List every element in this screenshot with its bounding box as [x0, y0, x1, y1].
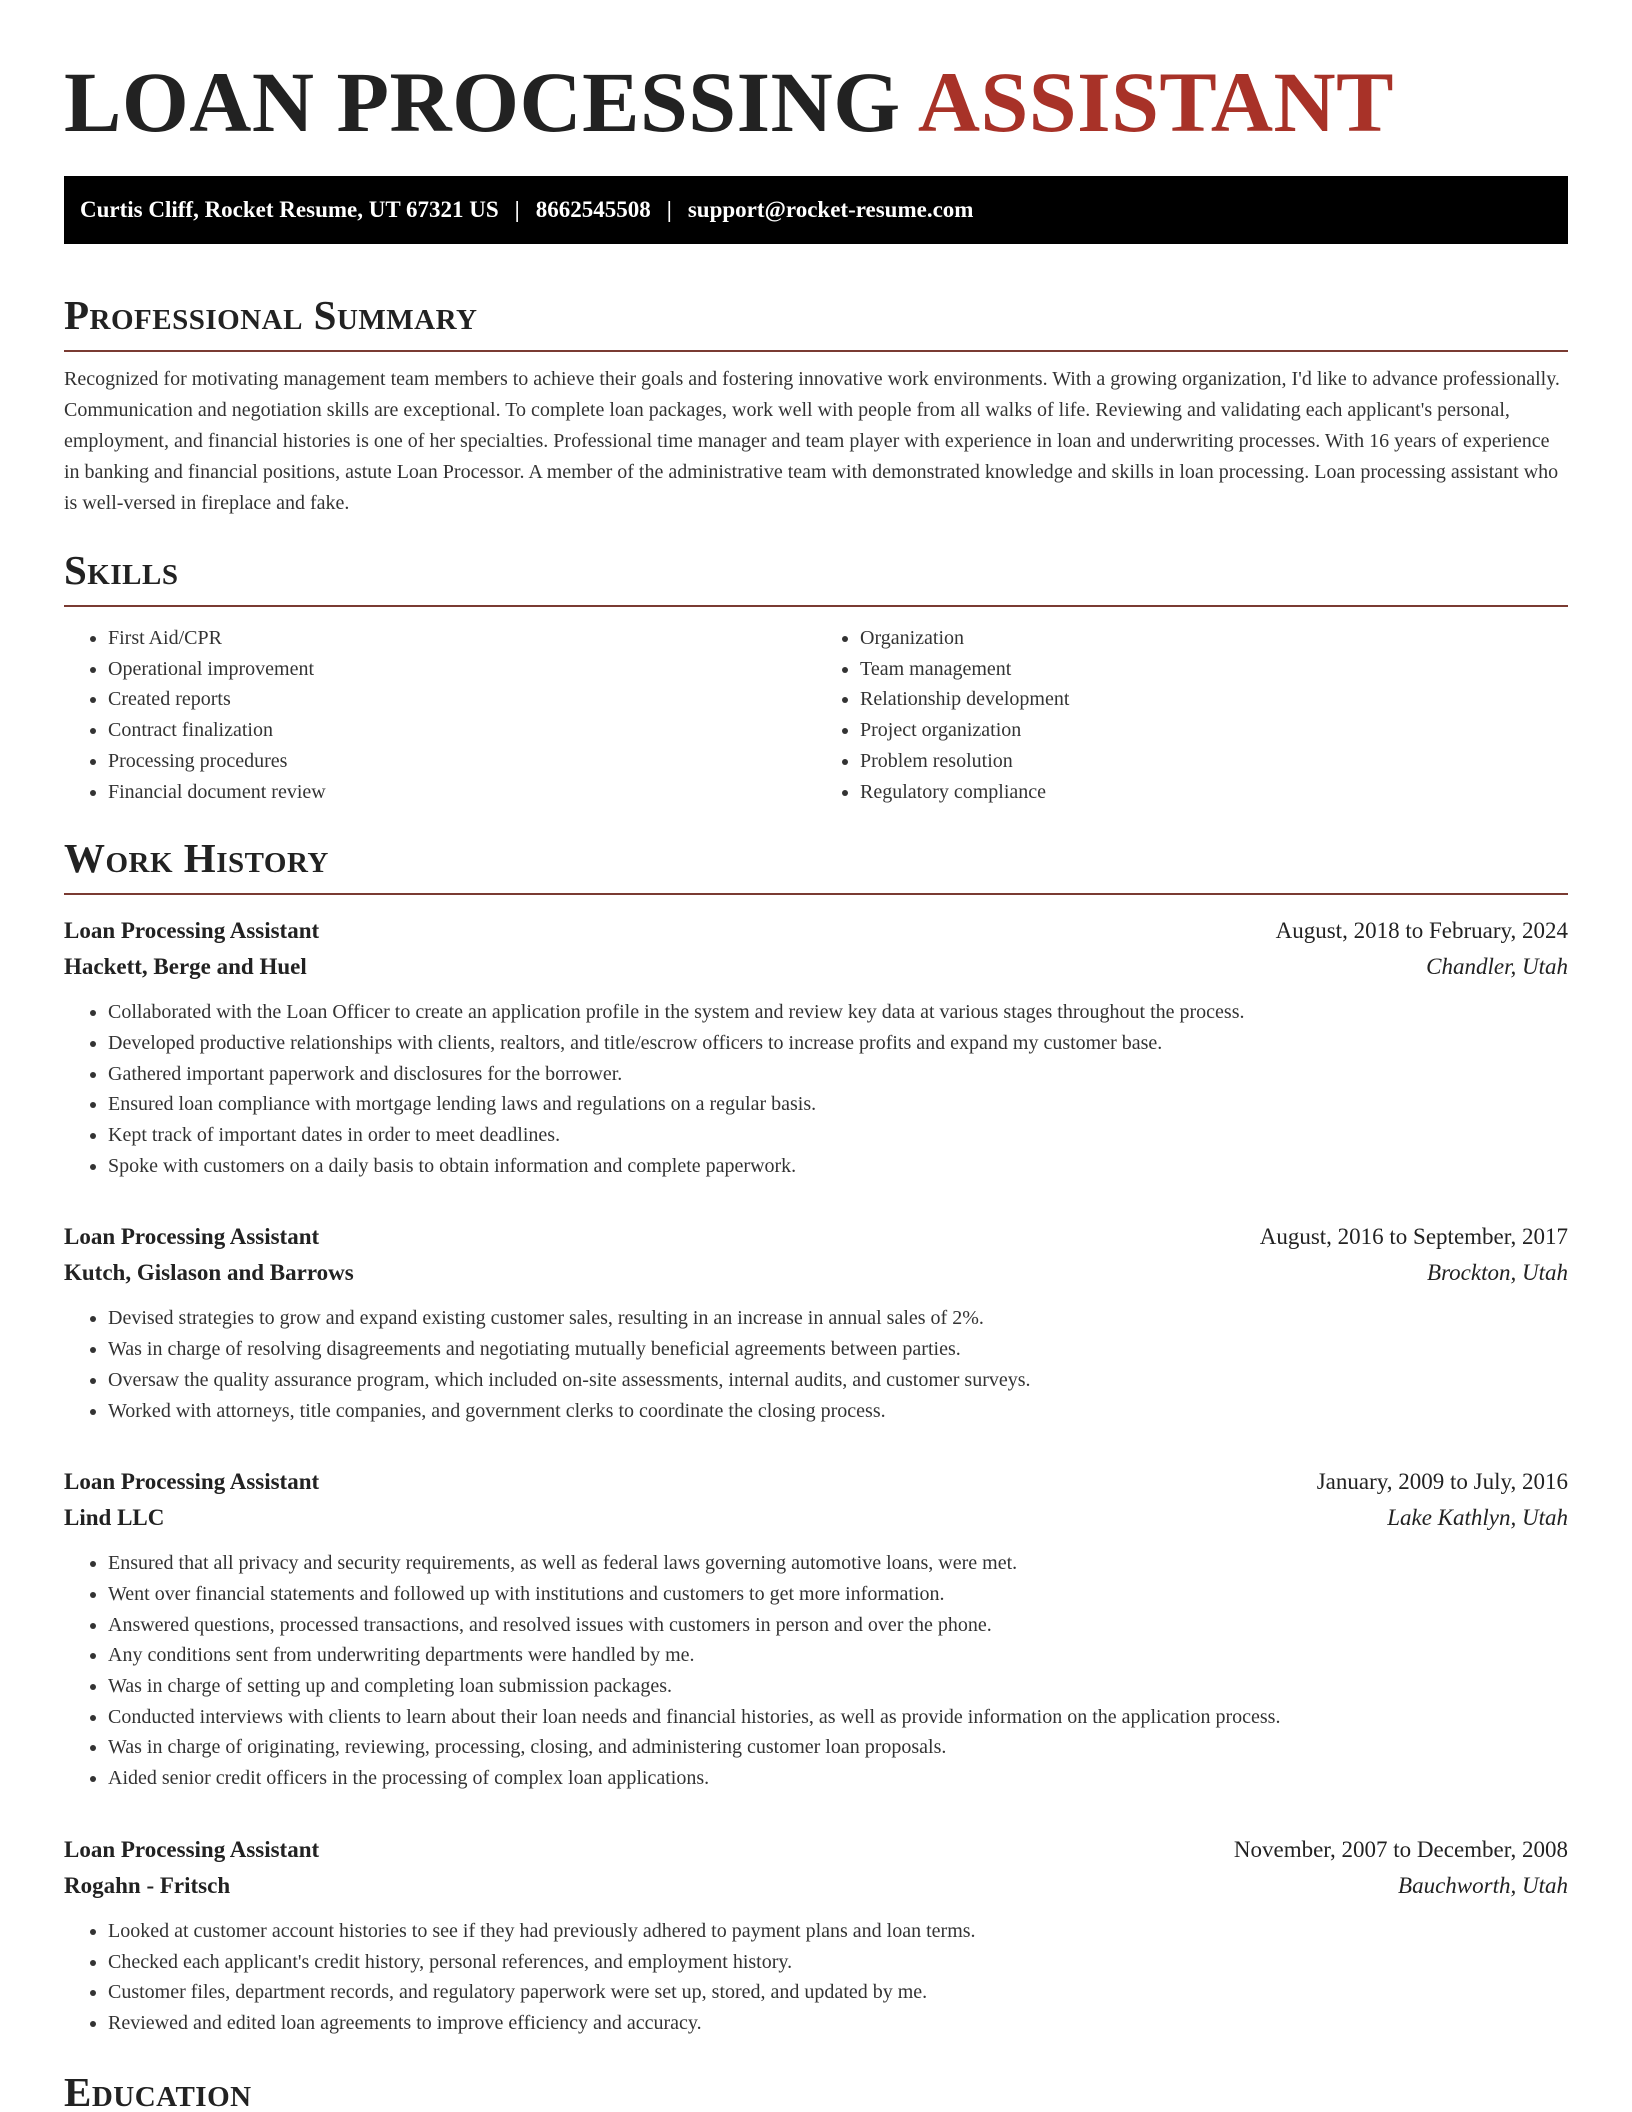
summary-section: [64, 290, 1568, 519]
skill-item: • Team management: [860, 654, 1568, 685]
job-bullet: • Developed productive relationships with clients, realtors, and title/escrow officers to increase profits and expand my customer base.: [108, 1028, 1568, 1059]
job-dates: January, 2009 to July, 2016: [1316, 1469, 1568, 1495]
education-heading: Education: [64, 2068, 252, 2112]
job-bullet: • Devised strategies to grow and expand existing customer sales, resulting in an increase in annual sales of 2%.: [108, 1303, 1568, 1334]
job-company-row: [64, 1255, 1568, 1291]
job-company: Rogahn - Fritsch: [64, 1872, 231, 1898]
skills-list-left: [64, 623, 816, 807]
skill-item: • Project organization: [860, 715, 1568, 746]
job-bullets: [64, 1548, 1568, 1794]
work-history-heading: Work History: [64, 833, 1568, 895]
skill-item: • Operational improvement: [108, 654, 816, 685]
job-dates: November, 2007 to December, 2008: [1233, 1836, 1568, 1862]
job-entry: [64, 913, 1568, 1181]
job-header-row: [64, 1832, 1568, 1868]
skill-item: • Regulatory compliance: [860, 777, 1568, 808]
skills-heading: Skills: [64, 545, 1568, 607]
job-entry: [64, 1464, 1568, 1794]
skill-item: • Processing procedures: [108, 746, 816, 777]
contact-email: support@rocket-resume.com: [687, 197, 974, 222]
skills-list-right: [816, 623, 1568, 807]
job-bullets: [64, 997, 1568, 1181]
job-bullet: • Checked each applicant's credit history, personal references, and employment history.: [108, 1947, 1568, 1978]
job-bullet: • Aided senior credit officers in the processing of complex loan applications.: [108, 1763, 1568, 1794]
resume-title: [64, 0, 1568, 152]
job-company: Lind LLC: [64, 1505, 165, 1531]
contact-phone: 8662545508: [535, 197, 651, 222]
job-company-row: [64, 1868, 1568, 1904]
job-bullets: [64, 1303, 1568, 1426]
summary-heading: Professional Summary: [64, 290, 1568, 352]
job-location: Chandler, Utah: [1426, 954, 1568, 980]
title-accent: ASSISTANT: [917, 54, 1394, 150]
job-header-row: [64, 1464, 1568, 1500]
job-bullet: • Collaborated with the Loan Officer to create an application profile in the system and review key data at various stages throughout the process.: [108, 997, 1568, 1028]
job-company: Hackett, Berge and Huel: [64, 954, 307, 980]
summary-text: Recognized for motivating management team members to achieve their goals and fostering innovative work environments. With a growing organization, I'd like to advance professionally. Communication and negotiation skills are exceptional. To complete loan packages, work well with people from all walks of life. Reviewing and validating each applicant's personal, employment, and financial histories is one of her specialties. Professional time manager and team player with experience in loan and underwriting processes. With 16 years of experience in banking and financial positions, astute Loan Processor. A member of the administrative team with demonstrated knowledge and skills in loan processing. Loan processing assistant who is well-versed in fireplace and fake.: [64, 368, 1560, 514]
skill-item: • Created reports: [108, 684, 816, 715]
job-dates: August, 2016 to September, 2017: [1259, 1224, 1568, 1250]
work-history-section: [64, 833, 1568, 2038]
job-bullets: [64, 1916, 1568, 2039]
job-title: Loan Processing Assistant: [64, 1836, 320, 1862]
job-bullet: • Was in charge of setting up and completing loan submission packages.: [108, 1671, 1568, 1702]
job-title: Loan Processing Assistant: [64, 1224, 320, 1250]
job-bullet: • Conducted interviews with clients to learn about their loan needs and financial histories, as well as provide information on the application process.: [108, 1702, 1568, 1733]
job-title: Loan Processing Assistant: [64, 1469, 320, 1495]
job-header-row: [64, 913, 1568, 949]
job-bullet: • Answered questions, processed transactions, and resolved issues with customers in person and over the phone.: [108, 1610, 1568, 1641]
skills-columns: [64, 623, 1568, 807]
contact-separator: |: [666, 197, 672, 222]
job-bullet: • Spoke with customers on a daily basis to obtain information and complete paperwork.: [108, 1151, 1568, 1182]
contact-separator: |: [514, 197, 520, 222]
job-location: Lake Kathlyn, Utah: [1387, 1505, 1568, 1531]
education-section: [64, 2067, 1568, 2112]
skill-item: • Organization: [860, 623, 1568, 654]
job-location: Brockton, Utah: [1427, 1260, 1568, 1286]
job-company-row: [64, 1500, 1568, 1536]
contact-address: Curtis Cliff, Rocket Resume, UT 67321 US: [80, 197, 499, 222]
job-bullet: • Ensured that all privacy and security requirements, as well as federal laws governing automotive loans, were met.: [108, 1548, 1568, 1579]
skills-section: [64, 545, 1568, 807]
job-bullet: • Reviewed and edited loan agreements to improve efficiency and accuracy.: [108, 2008, 1568, 2039]
contact-bar: [64, 176, 1568, 244]
job-bullet: • Oversaw the quality assurance program, which included on-site assessments, internal audits, and customer surveys.: [108, 1365, 1568, 1396]
skill-item: • Contract finalization: [108, 715, 816, 746]
title-main: LOAN PROCESSING: [64, 54, 901, 150]
job-bullet: • Was in charge of resolving disagreements and negotiating mutually beneficial agreements between parties.: [108, 1334, 1568, 1365]
skill-item: • Financial document review: [108, 777, 816, 808]
job-location: Bauchworth, Utah: [1398, 1872, 1568, 1898]
job-dates: August, 2018 to February, 2024: [1275, 918, 1568, 944]
skill-item: • First Aid/CPR: [108, 623, 816, 654]
job-bullet: • Any conditions sent from underwriting departments were handled by me.: [108, 1640, 1568, 1671]
job-bullet: • Gathered important paperwork and disclosures for the borrower.: [108, 1059, 1568, 1090]
job-bullet: • Went over financial statements and followed up with institutions and customers to get more information.: [108, 1579, 1568, 1610]
job-bullet: • Was in charge of originating, reviewing, processing, closing, and administering customer loan proposals.: [108, 1732, 1568, 1763]
skill-item: • Problem resolution: [860, 746, 1568, 777]
job-company-row: [64, 949, 1568, 985]
job-header-row: [64, 1219, 1568, 1255]
job-entry: [64, 1219, 1568, 1426]
job-bullet: • Customer files, department records, and regulatory paperwork were set up, stored, and updated by me.: [108, 1977, 1568, 2008]
job-company: Kutch, Gislason and Barrows: [64, 1260, 354, 1286]
job-entry: [64, 1832, 1568, 2039]
job-bullet: • Worked with attorneys, title companies, and government clerks to coordinate the closing process.: [108, 1396, 1568, 1427]
job-title: Loan Processing Assistant: [64, 918, 320, 944]
job-bullet: • Ensured loan compliance with mortgage lending laws and regulations on a regular basis.: [108, 1089, 1568, 1120]
job-bullet: • Looked at customer account histories to see if they had previously adhered to payment plans and loan terms.: [108, 1916, 1568, 1947]
skill-item: • Relationship development: [860, 684, 1568, 715]
job-bullet: • Kept track of important dates in order to meet deadlines.: [108, 1120, 1568, 1151]
